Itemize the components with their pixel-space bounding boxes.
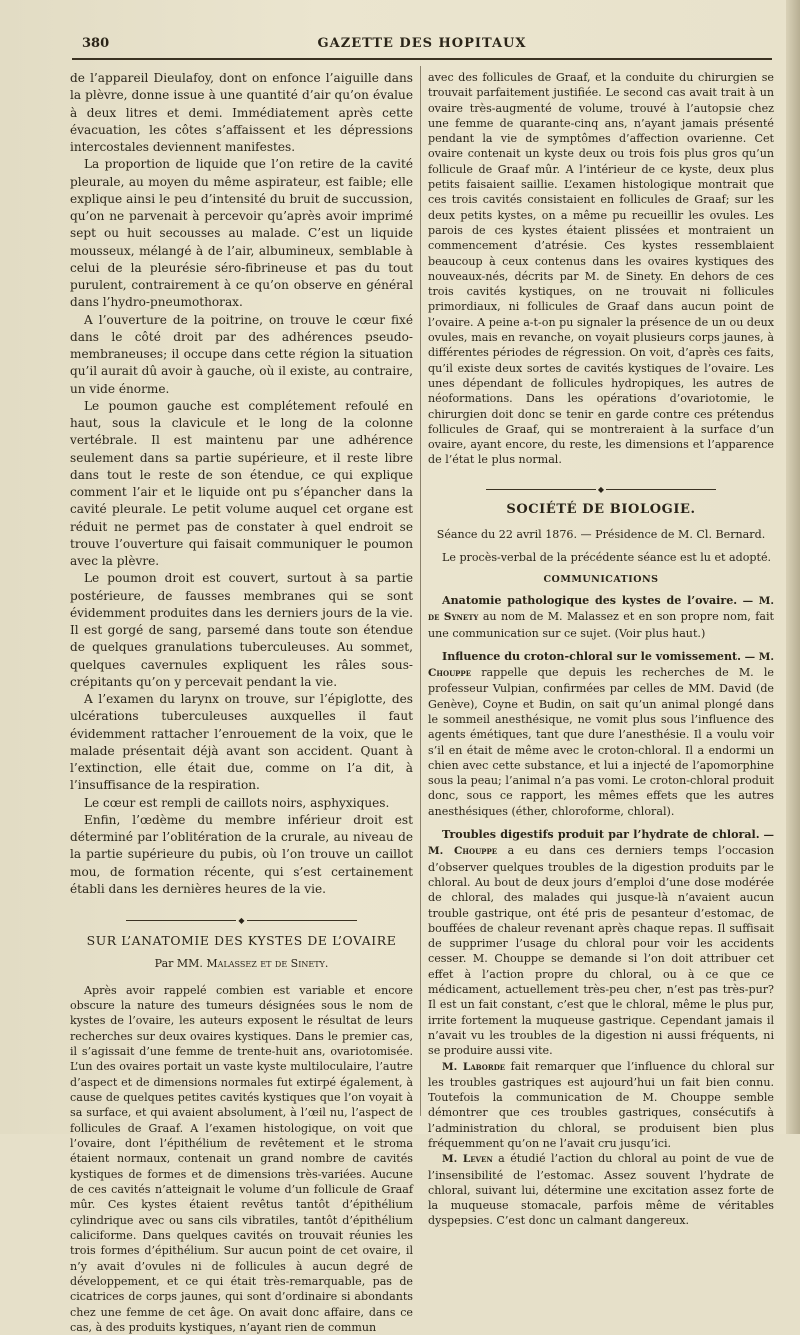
section-separator: ◆ [70, 912, 413, 920]
speaker-name: — M. Chouppe [428, 829, 774, 857]
communication-title: Influence du croton-chloral sur le vomissement. [442, 650, 741, 663]
communication-text: a eu dans ces derniers temps l’occasion d’observer quelques troubles de la digestion produits par le chloral. Au bout de deux jours d’emploi d’une dose modérée de chloral, des malades qui jusque-là n’avaient aucun trouble gastrique, ont été pris de pesanteur d’estomac, de bouffées de chaleur revenant après chaque repas. Il suffisait de supprimer l’usage du chloral pour voir les accidents cesser. M. Chouppe se demande si l’on doit attribuer cet effet à l’action propre du chloral, ou à ce que ce médicament, actuellement très-peu cher, n’est pas très-pur? Il est un fait constant, c’est que le chloral, même le plus pur, irrite fortement la muqueuse gastrique. Cependant jamais il n’avait vu les troubles de la digestion ni aussi fréquents, ni se produire aussi vite. [428, 844, 774, 1057]
communication-title: Anatomie pathologique des kystes de l’ovaire. [442, 594, 737, 607]
communication-text: fait remarquer que l’influence du chloral sur les troubles gastriques est aujourd’hui un fait bien connu. Toutefois la communication de M. Chouppe semble démontrer que ces troubles gastriques, consécutifs à l’administration du chloral, se produisent bien plus fréquemment qu’on ne l’avait cru jusqu’ici. [428, 1060, 774, 1150]
paragraph: A l’examen du larynx on trouve, sur l’épiglotte, des ulcérations tuberculeuses auxquelles il faut évidemment rattacher l’enrouement de la voix, que le malade présentait déjà avant son accident. Quant à l’extinction, elle était due, comme on l’a dit, à l’insuffisance de la respiration. [70, 691, 413, 795]
minutes-line: Le procès-verbal de la précédente séance est lu et adopté. [428, 550, 774, 565]
society-title: SOCIÉTÉ DE BIOLOGIE. [428, 502, 774, 517]
column-divider [420, 66, 421, 1116]
communication-item [428, 593, 774, 641]
left-column [70, 70, 413, 1335]
communication-text: rappelle que depuis les recherches de M. le professeur Vulpian, confirmées par celles de MM. David (de Genève), Coyne et Budin, on sait qu’un animal plongé dans le sommeil anesthésique, ne vomit plus sous l’influence des agents émétiques, tant que dure l’anesthésie. Il a voulu voir s’il en était de même avec le croton-chloral. Il a endormi un chien avec cette substance, et lui a injecté de l’apomorphine sous la peau; l’animal n’a pas vomi. Le croton-chloral produit donc, sous ce rapport, les mêmes effets que les autres anesthésiques (éther, chloroforme, chloral). [428, 666, 774, 818]
byline-prefix: Par MM. [155, 957, 203, 970]
byline-authors: Malassez et de Sinety. [206, 957, 328, 970]
header-rule [72, 58, 772, 60]
paragraph: Le cœur est rempli de caillots noirs, asphyxiques. [70, 795, 413, 812]
communication-item [428, 649, 774, 819]
communication-item [428, 1059, 774, 1152]
paragraph: de l’appareil Dieulafoy, dont on enfonce l’aiguille dans la plèvre, donne issue à une quantité d’air qu’on évalue à deux litres et demi. Immédiatement après cette évacuation, les côtes s’affaissent et les dépressions intercostales deviennent manifestes. [70, 70, 413, 156]
paragraph: La proportion de liquide que l’on retire de la cavité pleurale, au moyen du même aspirateur, est faible; elle explique ainsi le peu d’intensité du bruit de succussion, qu’on ne parvenait à percevoir qu’après avoir imprimé sept ou huit secousses au malade. C’est un liquide mousseux, mélangé à de l’air, albumineux, semblable à celui de la pleurésie séro-fibrineuse et pas du tout purulent, contrairement à ce qu’on observe en général dans l’hydro-pneumothorax. [70, 156, 413, 311]
communication-item [428, 1151, 774, 1228]
section-separator: ◆ [428, 482, 774, 490]
article-title: SUR L’ANATOMIE DES KYSTES DE L’OVAIRE [70, 932, 413, 949]
paragraph: Enfin, l’œdème du membre inférieur droit est déterminé par l’oblitération de la crurale, au niveau de la partie supérieure du pubis, où l’on trouve un caillot mou, de formation récente, qui s’est certainement établi dans les dernières heures de la vie. [70, 812, 413, 898]
paragraph: Le poumon gauche est complétement refoulé en haut, sous la clavicule et le long de la colonne vertébrale. Il est maintenu par une adhérence seulement dans sa partie supérieure, et il reste libre dans tout le reste de son étendue, ce qui explique comment l’air et le liquide ont pu s’épancher dans la cavité pleurale. Le petit volume auquel cet organe est réduit ne permet pas de constater à quel endroit se trouve l’ouverture qui faisait communiquer le poumon avec la plèvre. [70, 398, 413, 571]
speaker-name: M. Leven [442, 1153, 493, 1165]
paragraph: A l’ouverture de la poitrine, on trouve le cœur fixé dans le côté droit par des adhérences pseudo-membraneuses; il occupe dans cette région la situation qu’il aurait dû avoir à gauche, où il existe, au contraire, un vide énorme. [70, 312, 413, 398]
article-byline [70, 955, 413, 972]
communication-text: a étudié l’action du chloral au point de vue de l’insensibilité de l’estomac. Assez souvent l’hydrate de chloral, suivant lui, détermine une excitation assez forte de la muqueuse stomacale, parfois même de véritables dyspepsies. C’est donc un calmant dangereux. [428, 1152, 774, 1227]
paragraph: avec des follicules de Graaf, et la conduite du chirurgien se trouvait parfaitement justifiée. Le second cas avait trait à un ovaire très-augmenté de volume, trouvé à l’autopsie chez une femme de quarante-cinq ans, n’ayant jamais présenté pendant la vie de symptômes d’affection ovarienne. Cet ovaire contenait un kyste deux ou trois fois plus gros qu’un follicule de Graaf mûr. A l’intérieur de ce kyste, deux plus petits faisaient saillie. L’examen histologique montrait que ces trois cavités consistaient en follicules de Graaf; sur les deux petits kystes, on a même pu recueillir les ovules. Les parois de ces kystes étaient plissées et montraient un commencement d’atrésie. Ces kystes ressemblaient beaucoup à ceux contenus dans les ovaires kystiques des nouveaux-nés, décrits par M. de Sinety. En dehors de ces trois cavités kystiques, on ne trouvait ni follicules primordiaux, ni follicules de Graaf dans aucun point de l’ovaire. A peine a-t-on pu signaler la présence de un ou deux ovules, mais en revanche, on voyait plusieurs corps jaunes, à différentes périodes de régression. On voit, d’après ces faits, qu’il existe deux sortes de cavités kystiques de l’ovaire. Les unes dépendant de follicules hydropiques, les autres de néoformations. Dans les opérations d’ovariotomie, le chirurgien doit donc se tenir en garde contre ces prétendus follicules de Graaf, qui se montreraient à la surface d’un ovaire, ayant encore, du reste, les dimensions et l’apparence de l’état le plus normal. [428, 70, 774, 468]
page-header [72, 36, 772, 58]
communication-item [428, 827, 774, 1058]
speaker-name: M. Laborde [442, 1061, 505, 1073]
session-line: Séance du 22 avril 1876. — Présidence de M. Cl. Bernard. [428, 527, 774, 542]
communication-title: Troubles digestifs produit par l’hydrate de chloral. [442, 828, 760, 841]
right-column [428, 70, 774, 1229]
speaker-name: — M. de Synety [428, 595, 774, 623]
communications-heading: COMMUNICATIONS [428, 572, 774, 587]
paragraph: Après avoir rappelé combien est variable et encore obscure la nature des tumeurs désignées sous le nom de kystes de l’ovaire, les auteurs exposent le résultat de leurs recherches sur deux ovaires kystiques. Dans le premier cas, il s’agissait d’une femme de trente-huit ans, ovariotomisée. L’un des ovaires portait un vaste kyste multiloculaire, l’autre d’aspect et de dimensions normales fut extirpé également, à cause de quelques petites cavités kystiques que l’on voyait à sa surface, et qui avaient absolument, à l’œil nu, l’aspect de follicules de Graaf. A l’examen histologique, on voit que l’ovaire, dont l’épithélium de revêtement et le stroma étaient normaux, contenait un grand nombre de cavités kystiques de formes et de dimensions très-variées. Aucune de ces cavités n’atteignait le volume d’un follicule de Graaf mûr. Ces kystes étaient revêtus tantôt d’épithélium cylindrique avec ou sans cils vibratiles, tantôt d’épithélium caliciforme. Dans quelques cavités on trouvait réunies les trois formes d’épithélium. Sur aucun point de cet ovaire, il n’y avait d’ovules ni de follicules à aucun degré de développement, et ce qui était très-remarquable, pas de cicatrices de corps jaunes, qui sont d’ordinaire si abondants chez une femme de cet âge. On avait donc affaire, dans ce cas, à des produits kystiques, n’ayant rien de commun [70, 983, 413, 1335]
page-number: 380 [82, 36, 109, 51]
page-edge [786, 0, 800, 1134]
speaker-name: — M. Chouppe [428, 651, 774, 679]
journal-title: GAZETTE DES HOPITAUX [72, 36, 772, 51]
paragraph: Le poumon droit est couvert, surtout à sa partie postérieure, de fausses membranes qui se sont évidemment produites dans les derniers jours de la vie. Il est gorgé de sang, parsemé dans toute son étendue de quelques granulations tuberculeuses. Au sommet, quelques cavernules expliquent les râles sous-crépitants qu’on y percevait pendant la vie. [70, 570, 413, 691]
communication-text: au nom de M. Malassez et en son propre nom, fait une communication sur ce sujet. (Voir plus haut.) [428, 610, 774, 639]
